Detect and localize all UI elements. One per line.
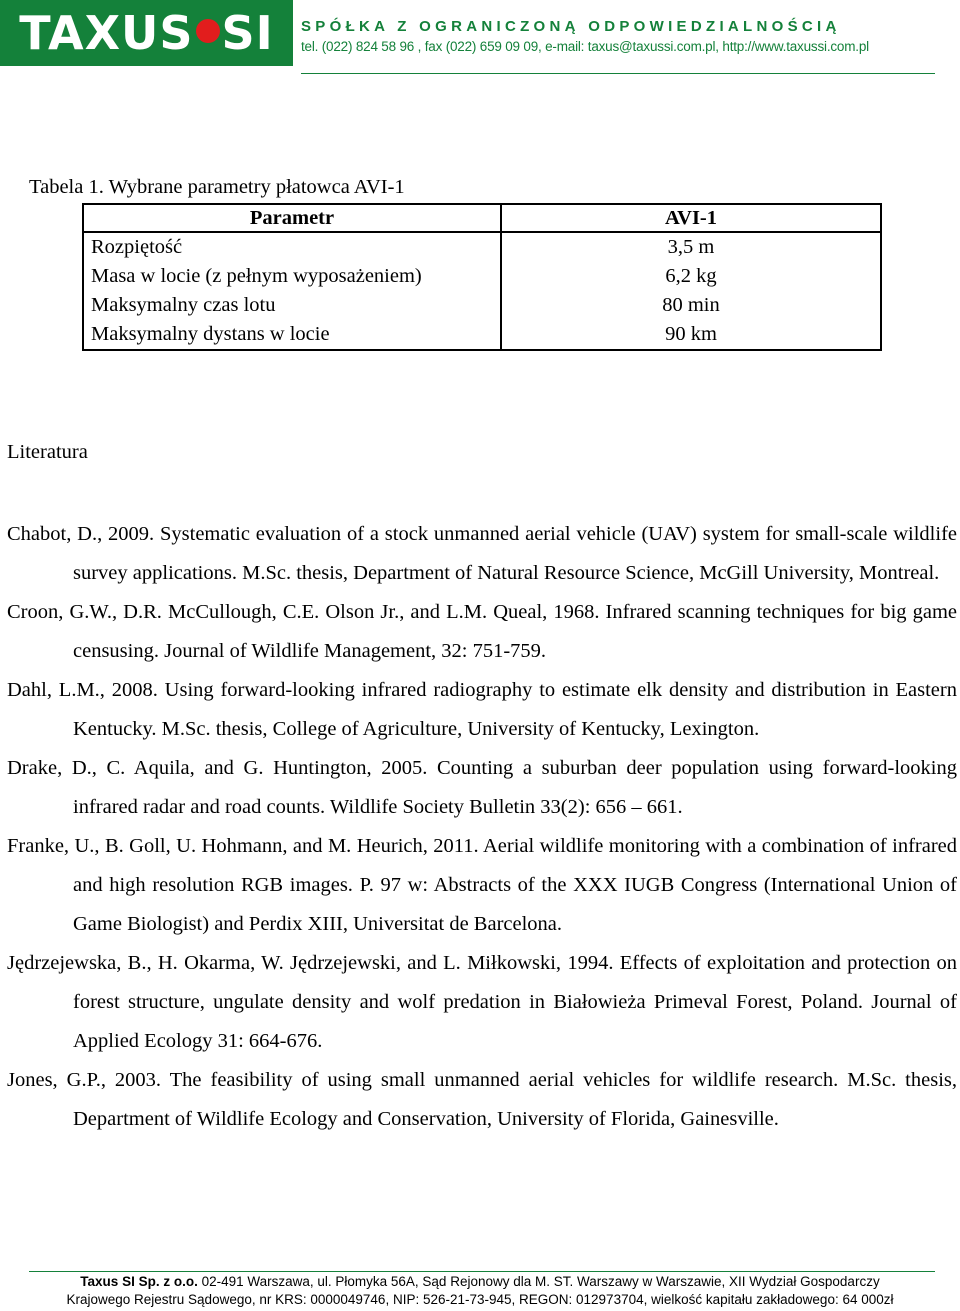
- logo-dot-icon: [196, 19, 220, 43]
- table-caption: Tabela 1. Wybrane parametry płatowca AVI-1: [29, 176, 405, 198]
- contact-info: tel. (022) 824 58 96 , fax (022) 659 09 09, e-mail: taxus@taxussi.com.pl, http://www.taxussi.com.pl: [301, 39, 869, 54]
- parameter-cell: Maksymalny czas lotu: [83, 291, 501, 320]
- letterhead: [0, 0, 960, 76]
- footer-address: 02-491 Warszawa, ul. Płomyka 56A, Sąd Rejonowy dla M. ST. Warszawy w Warszawie, XII Wydział Gospodarczy: [197, 1274, 880, 1289]
- logo-text-right: SI: [221, 6, 274, 60]
- parameter-cell: Masa w locie (z pełnym wyposażeniem): [83, 262, 501, 291]
- table-row: [83, 320, 881, 350]
- column-header-avi1: AVI-1: [501, 204, 881, 232]
- reference-item: Jędrzejewska, B., H. Okarma, W. Jędrzejewski, and L. Miłkowski, 1994. Effects of exploitation and protection on forest structure, ungulate density and wolf predation in Białowieża Primeval Forest, Poland. Journal of Applied Ecology 31: 664-676.: [7, 952, 957, 1052]
- company-logo: [0, 0, 293, 66]
- reference-item: Chabot, D., 2009. Systematic evaluation of a stock unmanned aerial vehicle (UAV) system for small-scale wildlife survey applications. M.Sc. thesis, Department of Natural Resource Science, McGill University, Montreal.: [7, 523, 957, 584]
- reference-item: Croon, G.W., D.R. McCullough, C.E. Olson Jr., and L.M. Queal, 1968. Infrared scanning techniques for big game censusing. Journal of Wildlife Management, 32: 751-759.: [7, 601, 957, 662]
- reference-item: Dahl, L.M., 2008. Using forward-looking infrared radiography to estimate elk density and distribution in Eastern Kentucky. M.Sc. thesis, College of Agriculture, University of Kentucky, Lexington.: [7, 679, 957, 740]
- reference-list: [7, 515, 957, 1139]
- table-row: [83, 262, 881, 291]
- parameter-cell: Maksymalny dystans w locie: [83, 320, 501, 350]
- reference-item: Drake, D., C. Aquila, and G. Huntington, 2005. Counting a suburban deer population using forward-looking infrared radar and road counts. Wildlife Society Bulletin 33(2): 656 – 661.: [7, 757, 957, 818]
- reference-item: Jones, G.P., 2003. The feasibility of using small unmanned aerial vehicles for wildlife research. M.Sc. thesis, Department of Wildlife Ecology and Conservation, University of Florida, Gainesville.: [7, 1069, 957, 1130]
- footer-line-1: [0, 1274, 960, 1289]
- footer-divider: [29, 1271, 935, 1272]
- table-row: [83, 232, 881, 262]
- value-cell: 90 km: [501, 320, 881, 350]
- value-cell: 6,2 kg: [501, 262, 881, 291]
- value-cell: 3,5 m: [501, 232, 881, 262]
- footer-line-2: Krajowego Rejestru Sądowego, nr KRS: 0000049746, NIP: 526-21-73-945, REGON: 012973704, wielkość kapitału zakładowego: 64 000zł: [66, 1292, 894, 1307]
- column-header-parameter: Parametr: [83, 204, 501, 232]
- table-row: [83, 291, 881, 320]
- company-type: SPÓŁKA Z OGRANICZONĄ ODPOWIEDZIALNOŚCIĄ: [301, 18, 841, 35]
- logo-text-left: TAXUS: [19, 6, 194, 60]
- parameters-table: [82, 203, 882, 351]
- literature-heading: Literatura: [7, 441, 88, 463]
- footer-company-name: Taxus SI Sp. z o.o.: [80, 1274, 198, 1289]
- parameter-cell: Rozpiętość: [83, 232, 501, 262]
- header-divider: [301, 73, 935, 74]
- value-cell: 80 min: [501, 291, 881, 320]
- reference-item: Franke, U., B. Goll, U. Hohmann, and M. Heurich, 2011. Aerial wildlife monitoring with a combination of infrared and high resolution RGB images. P. 97 w: Abstracts of the XXX IUGB Congress (International Union of Game Biologist) and Perdix XIII, Universitat de Barcelona.: [7, 835, 957, 935]
- table-header-row: [83, 204, 881, 232]
